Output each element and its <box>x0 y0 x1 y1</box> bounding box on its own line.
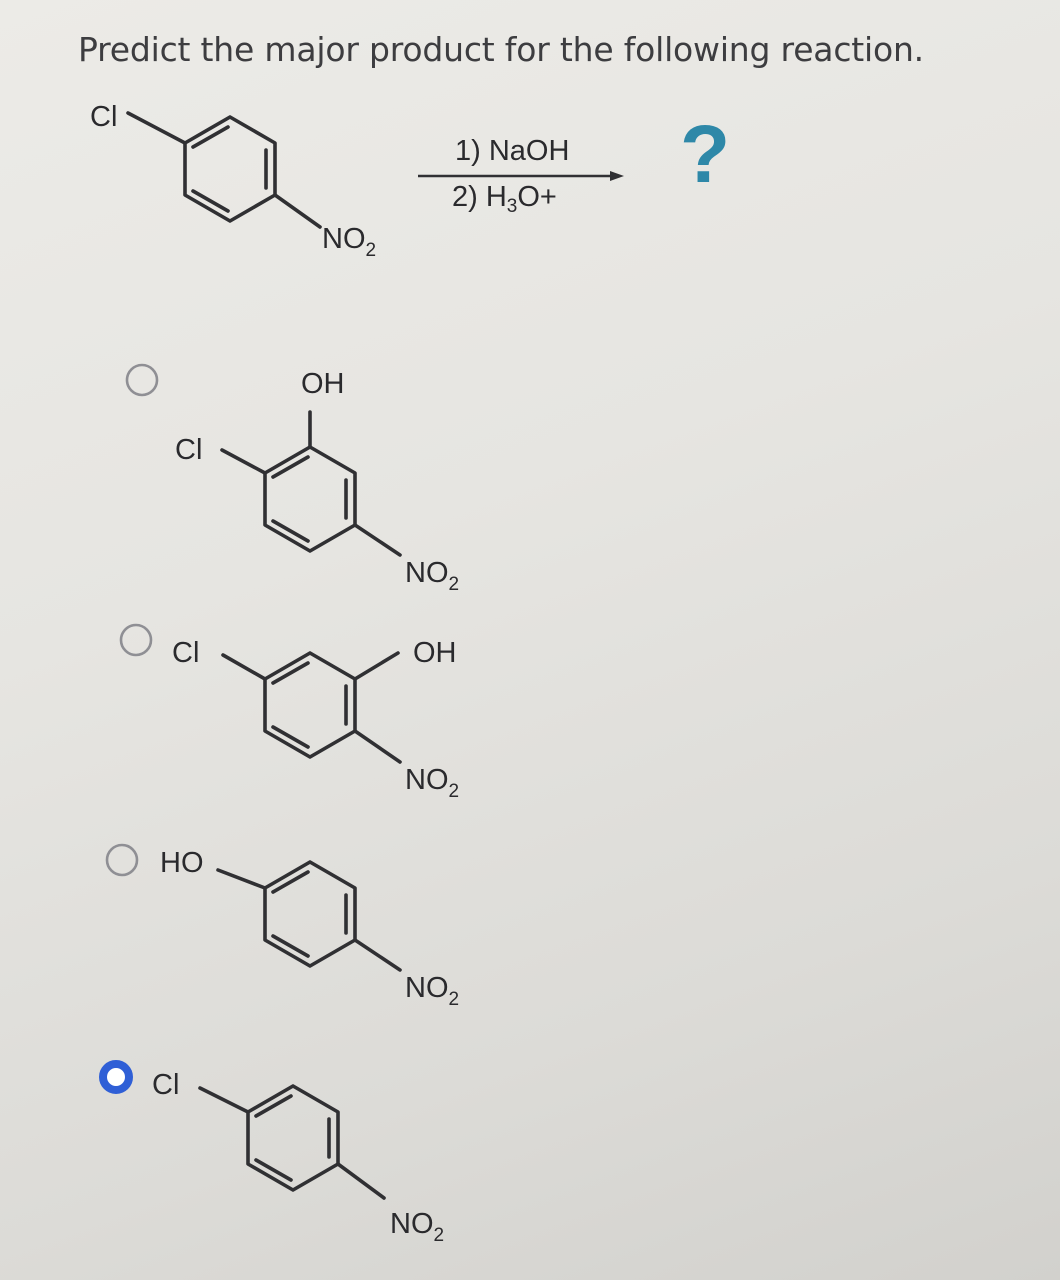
radio-button[interactable] <box>121 625 151 655</box>
option-label-2: OH <box>413 637 457 669</box>
option-nitro-label: $NO_2$ <box>405 972 460 1010</box>
option-nitro-label: $NO_2$ <box>405 557 460 595</box>
reaction-arrow-group <box>418 135 624 217</box>
unknown-product-mark: ? <box>680 109 731 200</box>
reactant-benzene-ring <box>185 117 275 221</box>
option-nitro-label: $NO_2$ <box>405 764 460 802</box>
option-label-1: OH <box>301 368 345 400</box>
option-nitro-label: $NO_2$ <box>390 1208 445 1246</box>
answer-option-d[interactable] <box>103 1064 444 1246</box>
option-label-1: Cl <box>172 637 200 669</box>
question-prompt: Predict the major product for the following reaction. <box>78 30 924 69</box>
radio-button[interactable] <box>107 845 137 875</box>
reagent-step-1: 1) NaOH <box>455 135 570 167</box>
answer-option-b[interactable] <box>121 625 459 802</box>
option-label-1: Cl <box>152 1069 180 1101</box>
reactant-structure <box>90 101 376 261</box>
option-label-2: Cl <box>175 434 203 466</box>
reagent-step-2: 2) $H_3O+$ <box>452 181 557 217</box>
reactant-cl-bond <box>128 113 185 143</box>
reactant-cl-label: Cl <box>90 101 118 133</box>
arrowhead-icon <box>610 171 624 181</box>
answer-option-c[interactable] <box>107 845 459 1010</box>
reactant-no2-label: $NO_2$ <box>322 223 377 261</box>
radio-button[interactable] <box>127 365 157 395</box>
radio-button-selected[interactable] <box>103 1064 129 1090</box>
answer-option-a[interactable] <box>127 365 459 595</box>
reactant-no2-bond <box>275 195 320 227</box>
option-label-1: HO <box>160 847 204 879</box>
